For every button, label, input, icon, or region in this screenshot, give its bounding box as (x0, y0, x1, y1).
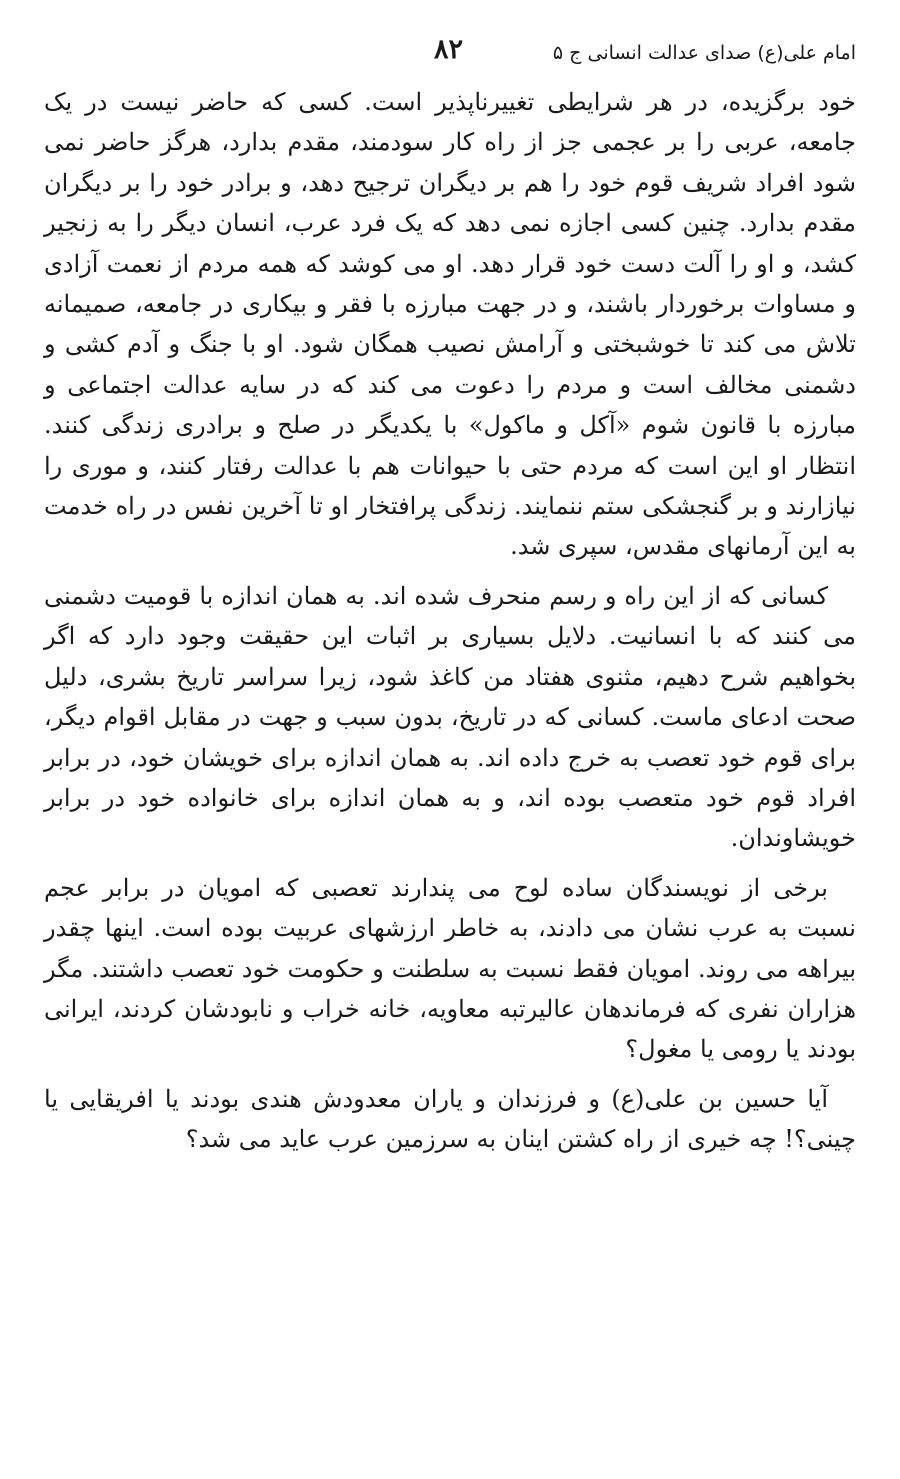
page-header (44, 34, 856, 74)
page-body (44, 82, 856, 1169)
paragraph-2: کسانی که از این راه و رسم منحرف شده اند. به همان اندازه با قومیت دشمنی می کنند که با انسانیت. دلایل بسیاری بر اثبات این حقیقت وجود دارد که اگر بخواهیم شرح دهیم، مثنوی هفتاد من کاغذ شود، زیرا سراسر تاریخ بشری، دلیل صحت ادعای ماست. کسانی که در تاریخ، بدون سبب و جهت در مقابل اقوام دیگر، برای قوم خود تعصب به خرج داده اند. به همان اندازه برای خویشان خود، در برابر افراد قوم خود متعصب بوده اند، و به همان اندازه برای خانواده خود در برابر خویشاوندان. (44, 581, 856, 853)
page-number: ۸۲ (434, 34, 464, 65)
running-header-title: امام علی(ع) صدای عدالت انسانی ج ۵ (552, 42, 856, 64)
paragraph-4: آیا حسین بن علی(ع) و فرزندان و یاران معدودش هندی بودند یا افریقایی یا چینی؟! چه خیری از راه کشتن اینان به سرزمین عرب عاید می شد؟ (44, 1084, 856, 1154)
paragraph-1: خود برگزیده، در هر شرایطی تغییرناپذیر است. کسی که حاضر نیست در یک جامعه، عربی را بر عجمی جز از راه کار سودمند، مقدم بدارد، هرگز حاضر نمی شود افراد شریف قوم خود را هم بر دیگران ترجیح دهد، و برادر خود را بر دیگران مقدم بدارد. چنین کسی اجازه نمی دهد که یک فرد عرب، انسان دیگر را به زنجیر کشد، و او را آلت دست خود قرار دهد. او می کوشد که همه مردم از نعمت آزادی و مساوات برخوردار باشند، و در جهت مبارزه با فقر و بیکاری در جامعه، صمیمانه تلاش می کند تا خوشبختی و آرامش نصیب همگان شود. او با جنگ و آدم کشی و دشمنی مخالف است و مردم را دعوت می کند که در سایه عدالت اجتماعی و مبارزه با قانون شوم «آکل و ماکول» با یکدیگر در صلح و برادری زندگی کنند. انتظار او این است که مردم حتی با حیوانات هم با عدالت رفتار کنند، و موری را نیازارند و بر گنجشکی ستم ننمایند. زندگی پرافتخار او تا آخرین نفس در راه خدمت به این آرمانهای مقدس، سپری شد. (44, 88, 857, 561)
paragraph-3: برخی از نویسندگان ساده لوح می پندارند تعصبی که امویان در برابر عجم نسبت به عرب نشان می دادند، به خاطر ارزشهای عربیت بوده است. اینها چقدر بیراهه می روند. امویان فقط نسبت به سلطنت و حکومت خود تعصب داشتند. مگر هزاران نفری که فرماندهان عالیرتبه معاویه، خانه خراب و نابودشان کردند، ایرانی بودند یا رومی یا مغول؟ (44, 873, 857, 1064)
